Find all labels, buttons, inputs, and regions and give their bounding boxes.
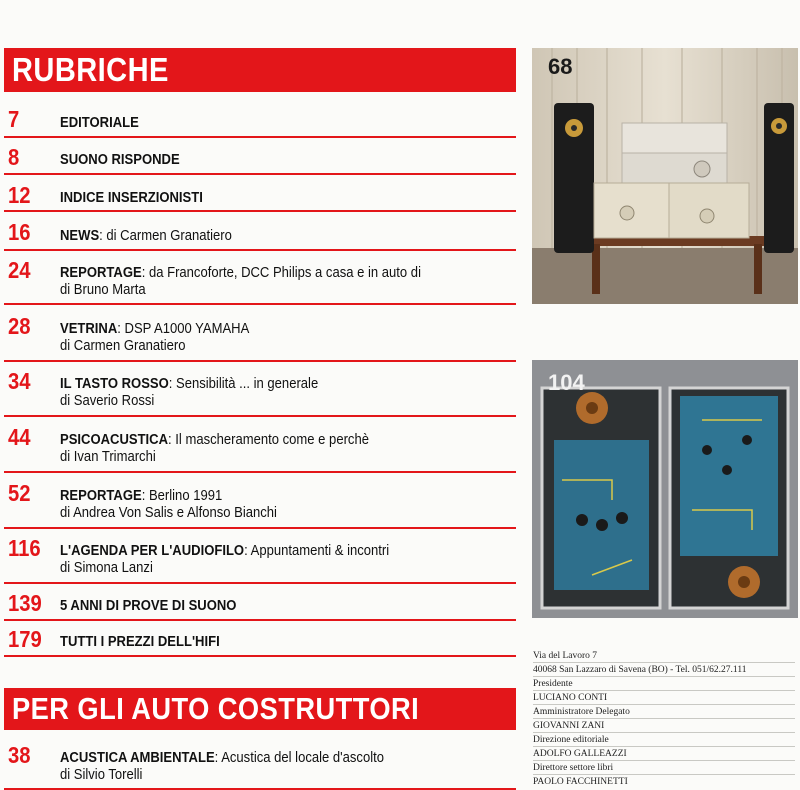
divider [4, 582, 516, 584]
entry-title: INDICE INSERZIONISTI [60, 190, 203, 206]
divider [533, 662, 795, 663]
divider [4, 136, 516, 138]
masthead-person: ADOLFO GALLEAZZI [533, 749, 627, 759]
masthead-person: PAOLO FACCHINETTI [533, 777, 628, 787]
entry-title: VETRINA: DSP A1000 YAMAHA di Carmen Granatiero [60, 321, 250, 354]
page-number: 16 [8, 219, 31, 245]
entry-title: NEWS: di Carmen Granatiero [60, 228, 232, 244]
page-number: 44 [8, 424, 31, 450]
divider [533, 732, 795, 733]
divider [533, 690, 795, 691]
masthead-address: Via del Lavoro 7 [533, 651, 598, 661]
photo-page-number: 104 [548, 370, 585, 395]
masthead-role: Presidente [533, 679, 573, 689]
divider [4, 173, 516, 175]
page-number: 116 [8, 535, 41, 561]
page-number: 28 [8, 313, 31, 339]
divider [4, 471, 516, 473]
divider [533, 704, 795, 705]
divider [4, 360, 516, 362]
page-number: 34 [8, 368, 31, 394]
masthead-role: Direzione editoriale [533, 735, 609, 745]
entry-title: SUONO RISPONDE [60, 152, 180, 168]
section-title: RUBRICHE [12, 51, 169, 88]
page-number: 52 [8, 480, 31, 506]
masthead-role: Amministratore Delegato [533, 707, 630, 717]
entry-title: EDITORIALE [60, 115, 139, 131]
entry-title: PSICOACUSTICA: Il mascheramento come e perchè di Ivan Trimarchi [60, 432, 369, 465]
amplifier-circuit-board-photo [532, 360, 798, 618]
entry-title: IL TASTO ROSSO: Sensibilità ... in generale di Saverio Rossi [60, 376, 319, 409]
page-number: 179 [8, 626, 42, 652]
masthead-address: 40068 San Lazzaro di Savena (BO) - Tel. 051/62.27.111 [533, 665, 747, 675]
divider [4, 619, 516, 621]
entry-title: TUTTI I PREZZI DELL'HIFI [60, 634, 220, 650]
entry-title: ACUSTICA AMBIENTALE: Acustica del locale d'ascolto di Silvio Torelli [60, 750, 384, 783]
photo-amplifier-internals [532, 360, 798, 618]
hifi-speakers-amplifiers-photo [532, 48, 798, 304]
divider [533, 774, 795, 775]
divider [4, 415, 516, 417]
entry-title: REPORTAGE: Berlino 1991 di Andrea Von Salis e Alfonso Bianchi [60, 488, 277, 521]
divider [533, 760, 795, 761]
divider [4, 303, 516, 305]
divider [533, 718, 795, 719]
page-number: 8 [8, 144, 20, 170]
section-banner-auto-costruttori [4, 688, 516, 730]
masthead-person: LUCIANO CONTI [533, 693, 608, 703]
divider [4, 527, 516, 529]
divider [533, 746, 795, 747]
page-number: 12 [8, 182, 31, 208]
section-title: PER GLI AUTO COSTRUTTORI [12, 691, 420, 726]
page-number: 38 [8, 742, 31, 768]
page-number: 24 [8, 257, 31, 283]
photo-hifi-system [532, 48, 798, 304]
divider [4, 210, 516, 212]
section-banner-rubriche [4, 48, 516, 92]
divider [533, 676, 795, 677]
page-number: 7 [8, 106, 20, 132]
photo-page-number: 68 [548, 54, 573, 79]
masthead-person: GIOVANNI ZANI [533, 721, 605, 731]
divider [4, 655, 516, 657]
entry-title: L'AGENDA PER L'AUDIOFILO: Appuntamenti & incontri di Simona Lanzi [60, 543, 390, 576]
entry-title: 5 ANNI DI PROVE DI SUONO [60, 598, 237, 614]
entry-title: REPORTAGE: da Francoforte, DCC Philips a casa e in auto di di Bruno Marta [60, 265, 421, 298]
masthead-role: Direttore settore libri [533, 763, 614, 773]
divider [4, 249, 516, 251]
page-number: 139 [8, 590, 42, 616]
